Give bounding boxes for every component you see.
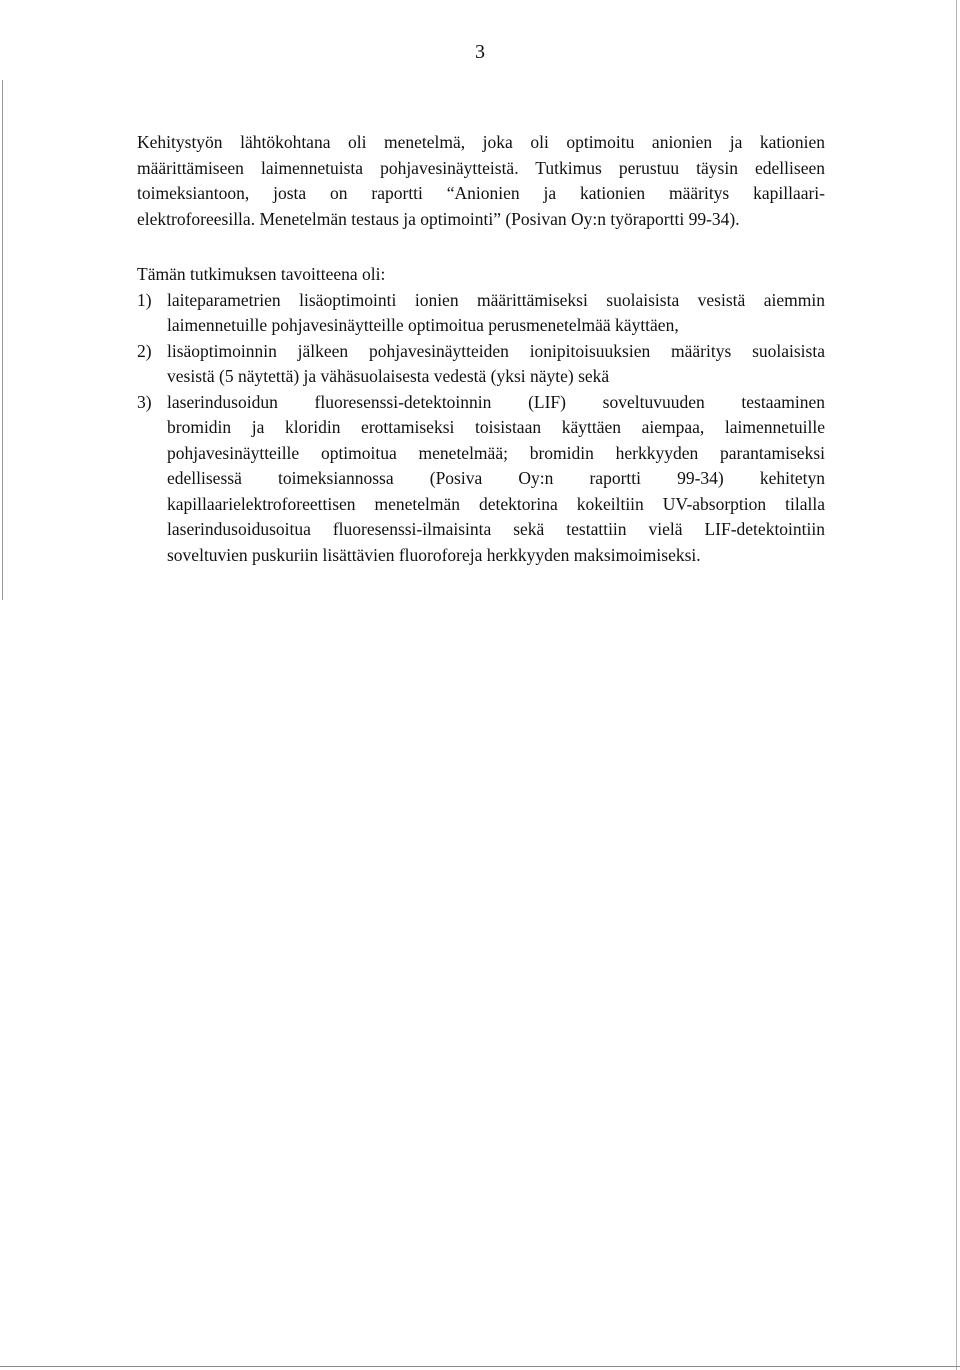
list-item-line: laimennetuille pohjavesinäytteille optimoitua perusmenetelmää käyttäen, [167, 315, 679, 335]
list-item-line: laiteparametrien lisäoptimointi ionien määrittämiseksi suolaisista vesistä aiemmin [167, 289, 825, 310]
scan-right-edge [956, 0, 957, 1370]
objectives-list [137, 288, 825, 569]
paragraph-background [137, 130, 825, 232]
list-number: 3) [137, 391, 152, 412]
objective-item-2 [137, 339, 825, 390]
objective-item-1 [137, 288, 825, 339]
paragraph-line: Kehitystyön lähtökohtana oli menetelmä, joka oli optimoitu anionien ja kationien [137, 132, 825, 152]
list-item-line: kapillaarielektroforeettisen menetelmän detektorina kokeiltiin UV-absorption tilalla [167, 493, 825, 514]
list-item-line: lisäoptimoinnin jälkeen pohjavesinäytteiden ionipitoisuuksien määritys suolaisista [167, 340, 825, 361]
scan-left-edge [2, 80, 3, 600]
list-item-line: vesistä (5 näytettä) ja vähäsuolaisesta vedestä (yksi näyte) sekä [167, 366, 610, 386]
paragraph-line: toimeksiantoon, josta on raportti “Anionien ja kationien määritys kapillaari- [137, 183, 825, 203]
list-item-line: laserindusoidusoitua fluoresenssi-ilmaisinta sekä testattiin vielä LIF-detektointiin [167, 519, 825, 539]
page-number: 3 [475, 41, 485, 63]
list-item-line: laserindusoidun fluoresenssi-detektoinnin (LIF) soveltuvuuden testaaminen [167, 391, 825, 412]
paragraph-line: määrittämiseen laimennetuista pohjavesinäytteistä. Tutkimus perustuu täysin edelliseen [137, 157, 825, 178]
objectives-intro: Tämän tutkimuksen tavoitteena oli: [137, 264, 386, 284]
list-item-line: edellisessä toimeksiannossa (Posiva Oy:n raportti 99-34) kehitetyn [167, 468, 825, 488]
list-number: 1) [137, 289, 152, 310]
document-body [137, 130, 825, 568]
objective-item-3 [137, 390, 825, 569]
paragraph-line: elektroforeesilla. Menetelmän testaus ja optimointi” (Posivan Oy:n työraportti 99-34). [137, 208, 740, 229]
scan-bottom-edge [0, 1366, 960, 1367]
list-number: 2) [137, 340, 152, 361]
list-item-line: pohjavesinäytteille optimoitua menetelmää; bromidin herkkyyden parantamiseksi [167, 442, 825, 463]
list-item-line: bromidin ja kloridin erottamiseksi toisistaan käyttäen aiempaa, laimennetuille [167, 417, 825, 437]
list-item-line: soveltuvien puskuriin lisättävien fluoroforeja herkkyyden maksimoimiseksi. [167, 544, 701, 565]
